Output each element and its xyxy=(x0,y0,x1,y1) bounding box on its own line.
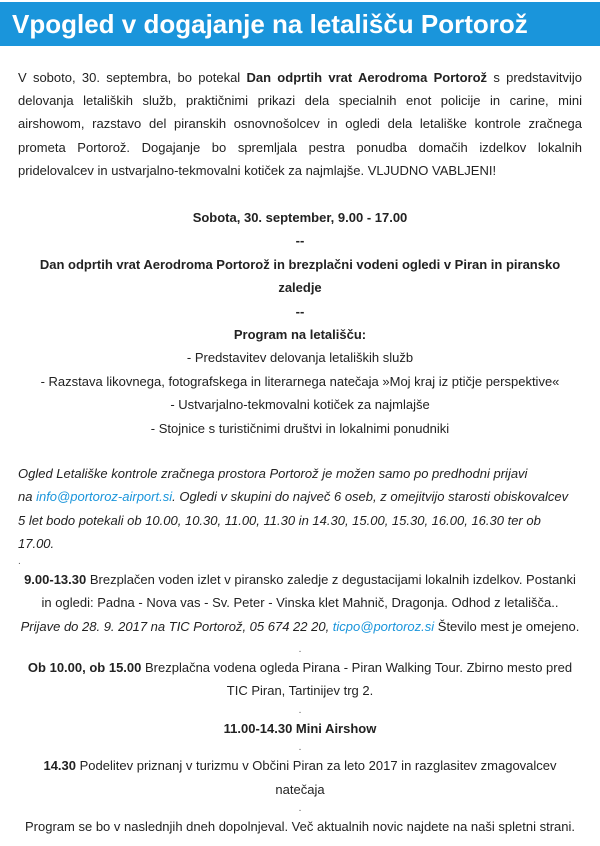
airshow-info xyxy=(18,717,582,740)
trip-info xyxy=(18,568,582,638)
dot-divider: . xyxy=(298,742,302,754)
article-body xyxy=(18,66,582,838)
program-heading: Program na letališču: xyxy=(233,327,367,343)
event-date: Sobota, 30. september, 9.00 - 17.00 xyxy=(192,210,408,226)
intro-text-after: s predstavitvijo delovanja letaliških služb, praktičnimi prikazi dela specialnih enot policije in carine, mini airshowom, razstavo del piranskih osnovnošolcev in ogledi dela letališke kontrole zračnega prometa Portorož. Dogajanje bo spremljala pestra ponudba domačih izdelkov lokalnih pridelovalcev in ustvarjalno-tekmovalni kotiček za najmlajše. VLJUDNO VABLJENI! xyxy=(18,70,582,178)
program-item: - Stojnice s turističnimi društvi in lokalnimi ponudniki xyxy=(150,420,450,436)
trip-line1: Brezplačen voden izlet v piransko zaledje z degustacijami lokalnih izdelkov. Postanki xyxy=(86,571,576,587)
airport-email-link[interactable]: info@portoroz-airport.si xyxy=(36,489,173,505)
intro-text-before: V soboto, 30. septembra, bo potekal xyxy=(18,70,247,85)
dot-divider: . xyxy=(298,704,302,716)
intro-paragraph xyxy=(18,66,582,182)
atc-line2-start: na xyxy=(18,489,37,505)
tic-email-link[interactable]: ticpo@portoroz.si xyxy=(332,618,435,634)
dot-divider: . xyxy=(298,643,302,655)
event-title-line2: zaledje xyxy=(278,280,322,296)
atc-visit-info xyxy=(18,462,582,556)
footer-note xyxy=(18,815,582,838)
awards-line1: Podelitev priznanj v turizmu v Občini Piran za leto 2017 in razglasitev zmagovalcev xyxy=(76,758,557,774)
atc-line1: Ogled Letališke kontrole zračnega prostora Portorož je možen samo po predhodni prijavi xyxy=(18,466,528,482)
trip-signup-end: Število mest je omejeno. xyxy=(434,618,580,634)
walking-tour-info xyxy=(18,656,582,703)
separator: -- xyxy=(295,233,305,249)
event-title-line1: Dan odprtih vrat Aerodroma Portorož in brezplačni vodeni ogledi v Piran in piransko xyxy=(39,256,561,272)
intro-event-name: Dan odprtih vrat Aerodroma Portorož xyxy=(246,70,488,85)
footer-text: Program se bo v naslednjih dneh dopolnjeval. Več aktualnih novic najdete na naši spletni strani. xyxy=(25,818,575,834)
title-banner xyxy=(0,2,600,46)
schedule-section xyxy=(18,206,582,440)
walking-tour-time: Ob 10.00, ob 15.00 xyxy=(27,659,142,675)
trip-signup: Prijave do 28. 9. 2017 na TIC Portorož, 05 674 22 20, xyxy=(20,618,333,634)
atc-line3: 5 let bodo potekali ob 10.00, 10.30, 11.00, 11.30 in 14.30, 15.00, 15.30, 16.00, 16.30 ter ob xyxy=(18,512,541,528)
atc-line4: 17.00. xyxy=(18,536,55,552)
atc-line2-end: . Ogledi v skupini do največ 6 oseb, z omejitvijo starosti obiskovalcev xyxy=(172,489,569,505)
program-item: - Predstavitev delovanja letaliških služb xyxy=(186,350,414,366)
program-item: - Razstava likovnega, fotografskega in literarnega natečaja »Moj kraj iz ptičje perspektive« xyxy=(40,373,560,389)
walking-tour-line2: TIC Piran, Tartinijev trg 2. xyxy=(226,683,374,699)
airshow-text: 11.00-14.30 Mini Airshow xyxy=(223,720,377,736)
awards-line2: natečaja xyxy=(275,781,325,797)
awards-time: 14.30 xyxy=(43,758,77,774)
awards-info xyxy=(18,754,582,801)
separator: -- xyxy=(295,303,305,319)
dot-divider: . xyxy=(298,802,302,814)
program-item: - Ustvarjalno-tekmovalni kotiček za najmlajše xyxy=(170,397,430,413)
page-title: Vpogled v dogajanje na letališču Portorož xyxy=(12,9,528,39)
trip-time: 9.00-13.30 xyxy=(24,571,87,587)
trip-line2: in ogledi: Padna - Nova vas - Sv. Peter - Vinska klet Mahnič, Dragonja. Odhod z letališča.. xyxy=(41,595,559,611)
dot-divider: . xyxy=(18,555,21,567)
walking-tour-line1: Brezplačna vodena ogleda Pirana - Piran Walking Tour. Zbirno mesto pred xyxy=(141,659,573,675)
